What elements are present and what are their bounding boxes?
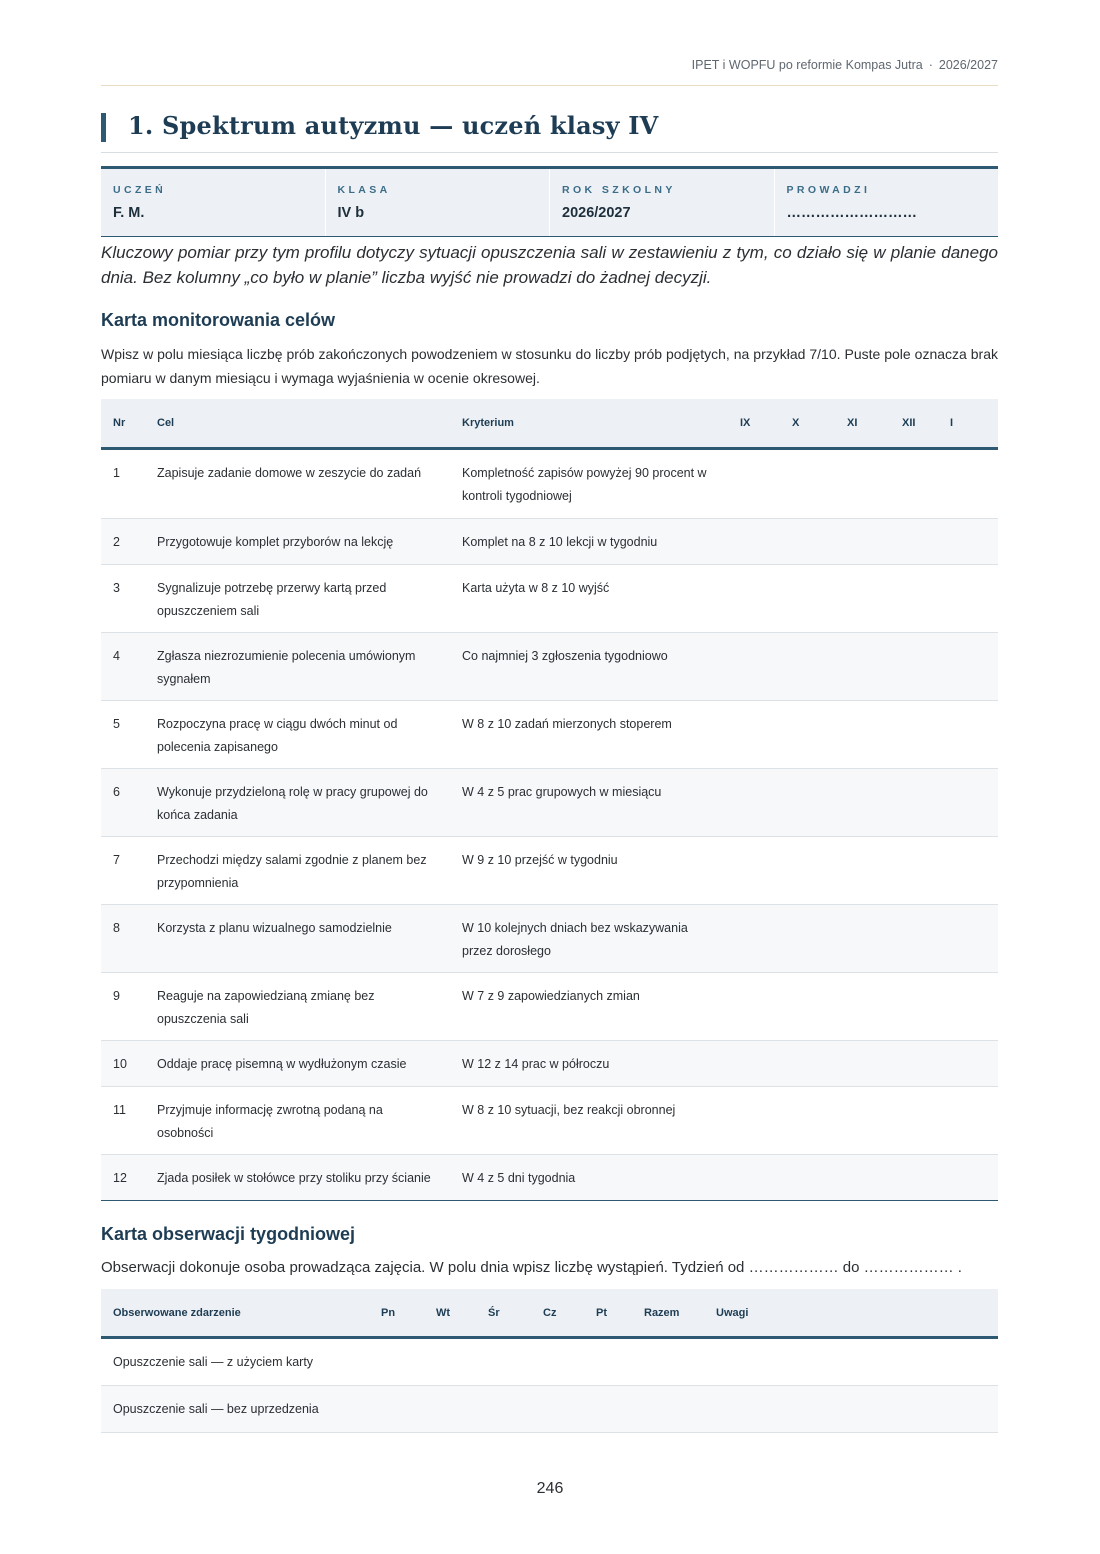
table-row xyxy=(101,769,998,837)
column-header-month-xii: XII xyxy=(890,399,938,449)
month-cell-x[interactable] xyxy=(780,1041,835,1087)
month-cell-i[interactable] xyxy=(938,973,998,1041)
month-cell-xi[interactable] xyxy=(835,1041,890,1087)
month-cell-xi[interactable] xyxy=(835,769,890,837)
month-cell-x[interactable] xyxy=(780,769,835,837)
goal-nr: 3 xyxy=(101,565,145,633)
month-cell-i[interactable] xyxy=(938,449,998,519)
goals-description: Wpisz w polu miesiąca liczbę prób zakończonych powodzeniem w stosunku do liczby prób podjętych, na przykład 7/10. Puste pole oznacza brak pomiaru w danym miesiącu i wymaga wyjaśnienia w ocenie okresowej. xyxy=(101,346,998,386)
day-cell-cz[interactable] xyxy=(531,1338,584,1386)
month-cell-ix[interactable] xyxy=(728,1087,780,1155)
info-label: PROWADZI xyxy=(786,184,871,196)
goals-heading: Karta monitorowania celów xyxy=(101,310,336,330)
goal-criterion: W 8 z 10 zadań mierzonych stoperem xyxy=(450,701,728,769)
month-cell-x[interactable] xyxy=(780,519,835,565)
month-cell-xii[interactable] xyxy=(890,1155,938,1201)
page-title: 1. Spektrum autyzmu — uczeń klasy IV xyxy=(128,111,659,140)
month-cell-x[interactable] xyxy=(780,1155,835,1201)
month-cell-xi[interactable] xyxy=(835,701,890,769)
goal-nr: 9 xyxy=(101,973,145,1041)
observation-heading: Karta obserwacji tygodniowej xyxy=(101,1224,356,1244)
month-cell-xi[interactable] xyxy=(835,905,890,973)
goals-table xyxy=(101,399,998,1201)
month-cell-i[interactable] xyxy=(938,565,998,633)
month-cell-xi[interactable] xyxy=(835,633,890,701)
table-row xyxy=(101,449,998,519)
page-number: 246 xyxy=(536,1480,564,1497)
day-cell-wt[interactable] xyxy=(424,1338,476,1386)
day-cell-sr[interactable] xyxy=(476,1386,531,1433)
column-header-day-wt: Wt xyxy=(424,1289,476,1338)
goal-criterion: W 9 z 10 przejść w tygodniu xyxy=(450,837,728,905)
month-cell-xii[interactable] xyxy=(890,449,938,519)
total-cell[interactable] xyxy=(632,1386,704,1433)
goal-nr: 4 xyxy=(101,633,145,701)
column-header-month-i: I xyxy=(938,399,998,449)
month-cell-x[interactable] xyxy=(780,837,835,905)
day-cell-sr[interactable] xyxy=(476,1338,531,1386)
month-cell-i[interactable] xyxy=(938,769,998,837)
month-cell-xii[interactable] xyxy=(890,973,938,1041)
month-cell-xi[interactable] xyxy=(835,1155,890,1201)
month-cell-xii[interactable] xyxy=(890,769,938,837)
month-cell-x[interactable] xyxy=(780,449,835,519)
observation-description: Obserwacji dokonuje osoba prowadząca zajęcia. W polu dnia wpisz liczbę wystąpień. Tydzień od ……………… do ……………… . xyxy=(101,1259,962,1276)
goal-text: Przechodzi między salami zgodnie z planem bez przypomnienia xyxy=(145,837,450,905)
column-header-goal: Cel xyxy=(145,399,450,449)
goal-text: Sygnalizuje potrzebę przerwy kartą przed opuszczeniem sali xyxy=(145,565,450,633)
running-header-title: IPET i WOPFU po reformie Kompas Jutra xyxy=(691,58,923,72)
goal-text: Oddaje pracę pisemną w wydłużonym czasie xyxy=(145,1041,450,1087)
month-cell-x[interactable] xyxy=(780,905,835,973)
intro-paragraph: Kluczowy pomiar przy tym profilu dotyczy sytuacji opuszczenia sali w zestawieniu z tym, co działo się w planie danego dnia. Bez kolumny „co było w planie” liczba wyjść nie prowadzi do żadnej decyzji. xyxy=(101,243,998,287)
column-header-total: Razem xyxy=(632,1289,704,1338)
info-value: IV b xyxy=(337,205,365,221)
month-cell-x[interactable] xyxy=(780,1087,835,1155)
observed-event: Opuszczenie sali — bez uprzedzenia xyxy=(101,1386,369,1433)
month-cell-i[interactable] xyxy=(938,1155,998,1201)
info-cell-student xyxy=(101,169,326,236)
month-cell-x[interactable] xyxy=(780,565,835,633)
day-cell-pn[interactable] xyxy=(369,1338,424,1386)
day-cell-pt[interactable] xyxy=(584,1386,632,1433)
month-cell-ix[interactable] xyxy=(728,519,780,565)
column-header-notes: Uwagi xyxy=(704,1289,998,1338)
student-info-box xyxy=(101,166,998,237)
month-cell-xi[interactable] xyxy=(835,1087,890,1155)
title-accent-bar xyxy=(101,113,106,142)
column-header-month-ix: IX xyxy=(728,399,780,449)
observation-table xyxy=(101,1289,998,1433)
month-cell-ix[interactable] xyxy=(728,1041,780,1087)
month-cell-ix[interactable] xyxy=(728,973,780,1041)
column-header-day-cz: Cz xyxy=(531,1289,584,1338)
goal-criterion: Komplet na 8 z 10 lekcji w tygodniu xyxy=(450,519,728,565)
table-row xyxy=(101,1041,998,1087)
month-cell-ix[interactable] xyxy=(728,449,780,519)
goal-criterion: W 4 z 5 dni tygodnia xyxy=(450,1155,728,1201)
month-cell-ix[interactable] xyxy=(728,905,780,973)
month-cell-i[interactable] xyxy=(938,837,998,905)
info-value: F. M. xyxy=(113,205,145,221)
running-header-separator: · xyxy=(928,58,933,72)
table-row xyxy=(101,905,998,973)
goal-criterion: W 8 z 10 sytuacji, bez reakcji obronnej xyxy=(450,1087,728,1155)
month-cell-xii[interactable] xyxy=(890,1087,938,1155)
running-header xyxy=(101,58,998,86)
table-row xyxy=(101,837,998,905)
table-row xyxy=(101,1338,998,1386)
goal-criterion: W 10 kolejnych dniach bez wskazywania przez dorosłego xyxy=(450,905,728,973)
goal-text: Zgłasza niezrozumienie polecenia umówionym sygnałem xyxy=(145,633,450,701)
month-cell-x[interactable] xyxy=(780,633,835,701)
table-row xyxy=(101,973,998,1041)
month-cell-xii[interactable] xyxy=(890,905,938,973)
day-cell-wt[interactable] xyxy=(424,1386,476,1433)
running-header-year: 2026/2027 xyxy=(938,58,998,72)
goal-nr: 6 xyxy=(101,769,145,837)
month-cell-i[interactable] xyxy=(938,519,998,565)
goal-text: Reaguje na zapowiedzianą zmianę bez opuszczenia sali xyxy=(145,973,450,1041)
info-cell-teacher xyxy=(775,169,999,236)
column-header-day-sr: Śr xyxy=(476,1289,531,1338)
table-row xyxy=(101,519,998,565)
column-header-day-pt: Pt xyxy=(584,1289,632,1338)
goal-nr: 5 xyxy=(101,701,145,769)
goal-text: Zjada posiłek w stołówce przy stoliku przy ścianie xyxy=(145,1155,450,1201)
goal-nr: 11 xyxy=(101,1087,145,1155)
goal-nr: 10 xyxy=(101,1041,145,1087)
month-cell-ix[interactable] xyxy=(728,565,780,633)
info-label: UCZEŃ xyxy=(113,184,167,196)
column-header-month-xi: XI xyxy=(835,399,890,449)
goal-text: Przyjmuje informację zwrotną podaną na osobności xyxy=(145,1087,450,1155)
table-row xyxy=(101,1087,998,1155)
month-cell-i[interactable] xyxy=(938,1041,998,1087)
goal-text: Wykonuje przydzieloną rolę w pracy grupowej do końca zadania xyxy=(145,769,450,837)
month-cell-xii[interactable] xyxy=(890,837,938,905)
goal-text: Zapisuje zadanie domowe w zeszycie do zadań xyxy=(145,449,450,519)
observed-event: Opuszczenie sali — z użyciem karty xyxy=(101,1338,369,1386)
month-cell-xi[interactable] xyxy=(835,519,890,565)
title-divider xyxy=(101,152,998,153)
month-cell-x[interactable] xyxy=(780,701,835,769)
table-row xyxy=(101,565,998,633)
goal-criterion: Co najmniej 3 zgłoszenia tygodniowo xyxy=(450,633,728,701)
table-row xyxy=(101,701,998,769)
info-cell-class xyxy=(326,169,551,236)
month-cell-xii[interactable] xyxy=(890,519,938,565)
table-row xyxy=(101,1386,998,1433)
goal-nr: 7 xyxy=(101,837,145,905)
notes-cell[interactable] xyxy=(704,1386,998,1433)
observation-header-row xyxy=(101,1289,998,1338)
month-cell-xi[interactable] xyxy=(835,837,890,905)
goals-header-row xyxy=(101,399,998,449)
info-value: 2026/2027 xyxy=(562,205,631,221)
info-cell-school-year xyxy=(550,169,775,236)
month-cell-i[interactable] xyxy=(938,905,998,973)
goal-criterion: Karta użyta w 8 z 10 wyjść xyxy=(450,565,728,633)
goal-nr: 8 xyxy=(101,905,145,973)
column-header-month-x: X xyxy=(780,399,835,449)
column-header-nr: Nr xyxy=(101,399,145,449)
goal-criterion: W 4 z 5 prac grupowych w miesiącu xyxy=(450,769,728,837)
month-cell-xii[interactable] xyxy=(890,633,938,701)
goal-text: Korzysta z planu wizualnego samodzielnie xyxy=(145,905,450,973)
table-row xyxy=(101,633,998,701)
info-value: ……………………… xyxy=(786,205,917,221)
goal-criterion: Kompletność zapisów powyżej 90 procent w kontroli tygodniowej xyxy=(450,449,728,519)
month-cell-xi[interactable] xyxy=(835,449,890,519)
month-cell-xi[interactable] xyxy=(835,973,890,1041)
month-cell-ix[interactable] xyxy=(728,1155,780,1201)
month-cell-x[interactable] xyxy=(780,973,835,1041)
month-cell-xii[interactable] xyxy=(890,565,938,633)
month-cell-ix[interactable] xyxy=(728,837,780,905)
column-header-day-pn: Pn xyxy=(369,1289,424,1338)
month-cell-ix[interactable] xyxy=(728,633,780,701)
goal-criterion: W 7 z 9 zapowiedzianych zmian xyxy=(450,973,728,1041)
month-cell-ix[interactable] xyxy=(728,769,780,837)
month-cell-xii[interactable] xyxy=(890,701,938,769)
table-row xyxy=(101,1155,998,1201)
goal-criterion: W 12 z 14 prac w półroczu xyxy=(450,1041,728,1087)
month-cell-xii[interactable] xyxy=(890,1041,938,1087)
month-cell-i[interactable] xyxy=(938,701,998,769)
month-cell-ix[interactable] xyxy=(728,701,780,769)
month-cell-i[interactable] xyxy=(938,1087,998,1155)
goal-text: Przygotowuje komplet przyborów na lekcję xyxy=(145,519,450,565)
total-cell[interactable] xyxy=(632,1338,704,1386)
column-header-criterion: Kryterium xyxy=(450,399,728,449)
notes-cell[interactable] xyxy=(704,1338,998,1386)
goal-nr: 12 xyxy=(101,1155,145,1201)
day-cell-pt[interactable] xyxy=(584,1338,632,1386)
month-cell-xi[interactable] xyxy=(835,565,890,633)
day-cell-cz[interactable] xyxy=(531,1386,584,1433)
month-cell-i[interactable] xyxy=(938,633,998,701)
goal-nr: 1 xyxy=(101,449,145,519)
goal-text: Rozpoczyna pracę w ciągu dwóch minut od polecenia zapisanego xyxy=(145,701,450,769)
day-cell-pn[interactable] xyxy=(369,1386,424,1433)
goal-nr: 2 xyxy=(101,519,145,565)
info-label: ROK SZKOLNY xyxy=(562,184,676,196)
column-header-event: Obserwowane zdarzenie xyxy=(101,1289,369,1338)
info-label: KLASA xyxy=(337,184,391,196)
